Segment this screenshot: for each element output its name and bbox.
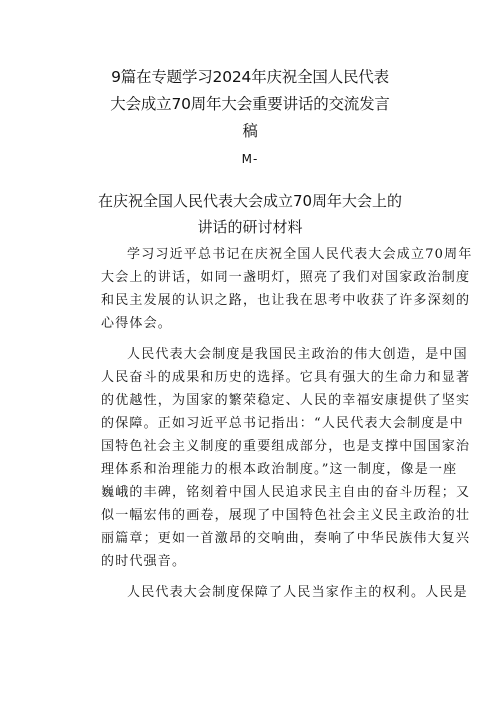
- paragraph-line: 人民代表大会制度是我国民主政治的伟大创造，是中国: [127, 347, 468, 362]
- body-text: [101, 243, 473, 612]
- document-title-line: 9篇在专题学习2024年庆祝全国人民代表: [111, 68, 389, 86]
- paragraph-line: 似一幅宏伟的画卷，展现了中国特色社会主义民主政治的壮: [101, 508, 471, 523]
- paragraph-2: [101, 343, 471, 573]
- paragraph-line: 的优越性，为国家的繁荣稳定、人民的幸福安康提供了坚实: [101, 393, 471, 408]
- document-title: [90, 64, 410, 145]
- paragraph-line: 和民主发展的认识之路，也让我在思考中收获了许多深刻的: [101, 293, 471, 308]
- paragraph-3: [101, 581, 468, 604]
- paragraph-1: [101, 243, 473, 335]
- section-title-line: 在庆祝全国人民代表大会成立70周年大会上的: [97, 192, 403, 210]
- paragraph-line: 人民代表大会制度保障了人民当家作主的权利。人民是: [127, 585, 468, 600]
- paragraph-line: 大会上的讲话，如同一盏明灯，照亮了我们对国家政治制度: [101, 270, 471, 285]
- paragraph-line: 心得体会。: [101, 316, 173, 331]
- section-title-line: 讲话的研讨材料: [197, 218, 303, 236]
- paragraph-line: 丽篇章；更如一首激昂的交响曲，奏响了中华民族伟大复兴: [101, 531, 471, 546]
- paragraph-line: 理体系和治理能力的根本政治制度。”这一制度，像是一座: [101, 462, 458, 477]
- section-marker: M-: [241, 152, 259, 166]
- document-title-line: 稿: [242, 122, 258, 140]
- paragraph-line: 的时代强音。: [101, 554, 187, 569]
- paragraph-line: 的保障。正如习近平总书记指出：“人民代表大会制度是中: [101, 416, 464, 431]
- document-title-line: 大会成立70周年大会重要讲话的交流发言: [110, 95, 390, 113]
- paragraph-line: 国特色社会主义制度的重要组成部分，也是支撑中国国家治: [101, 439, 471, 454]
- section-title: [80, 188, 420, 240]
- paragraph-line: 人民奋斗的成果和历史的选择。它具有强大的生命力和显著: [101, 370, 471, 385]
- paragraph-line: 巍峨的丰碑，铭刻着中国人民追求民主自由的奋斗历程；又: [101, 485, 471, 500]
- paragraph-line: 学习习近平总书记在庆祝全国人民代表大会成立70周年: [127, 247, 473, 262]
